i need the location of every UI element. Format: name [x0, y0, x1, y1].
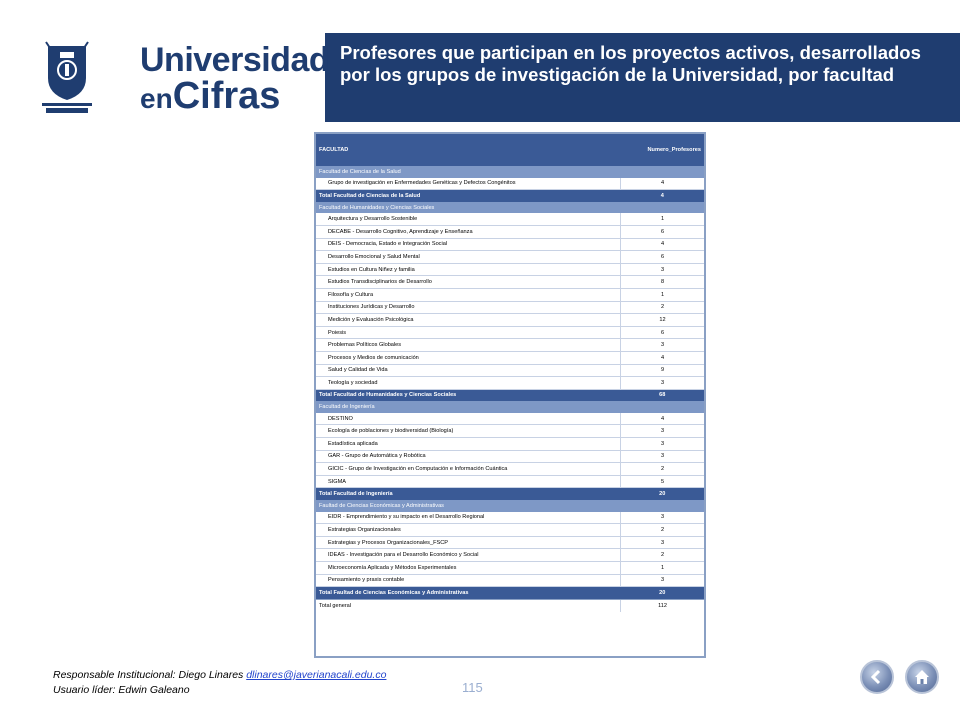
table-row — [316, 364, 704, 377]
table-row-label: Pensamiento y praxis contable — [316, 574, 621, 587]
page-title: Profesores que participan en los proyectos activos, desarrollados por los grupos de investigación de la Universidad, por facultad — [340, 42, 921, 85]
table-row-value: 4 — [621, 238, 704, 251]
table-row — [316, 263, 704, 276]
table-row-label: Arquitectura y Desarrollo Sostenible — [316, 213, 621, 225]
table-row — [316, 524, 704, 537]
table-row-label: EIDR - Emprendimiento y su impacto en el Desarrollo Regional — [316, 512, 621, 524]
table-row-value: 3 — [621, 574, 704, 587]
grand-total-row-label: Total general — [316, 599, 621, 612]
leader-line: Usuario líder: Edwin Galeano — [53, 684, 190, 696]
faculty-row — [316, 202, 704, 214]
table-row-label: Poiesis — [316, 326, 621, 339]
table-row-label: Medición y Evaluación Psicológica — [316, 314, 621, 327]
table-row-value: 1 — [621, 288, 704, 301]
responsible-email-link[interactable]: dlinares@javerianacali.edu.co — [246, 669, 387, 681]
faculty-total-row — [316, 389, 704, 401]
table-row-label: Ecología de poblaciones y biodiversidad (Biología) — [316, 425, 621, 438]
faculty-total-row-label: Total Facultad de Ingeniería — [316, 488, 621, 500]
faculty-total-row-label: Total Faultad de Ciencias Económicas y Administrativas — [316, 587, 621, 600]
table-row-label: SIGMA — [316, 475, 621, 488]
table-row-value: 2 — [621, 301, 704, 314]
responsible-line — [53, 668, 386, 683]
faculty-row — [316, 401, 704, 413]
professors-table — [316, 134, 704, 612]
table-row — [316, 425, 704, 438]
header-count: Numero_Profesores — [621, 134, 704, 166]
table-row-value: 12 — [621, 314, 704, 327]
table-row-value: 9 — [621, 364, 704, 377]
table-row-value: 5 — [621, 475, 704, 488]
table-row-label: Microeconomía Aplicada y Métodos Experimentales — [316, 562, 621, 575]
faculty-row-value — [621, 500, 704, 512]
table-row — [316, 213, 704, 225]
table-row-label: Teología y sociedad — [316, 377, 621, 390]
faculty-row-label: Facultad de Ingeniería — [316, 401, 621, 413]
faculty-row-value — [621, 401, 704, 413]
table-row-value: 1 — [621, 562, 704, 575]
table-row — [316, 288, 704, 301]
faculty-row — [316, 166, 704, 178]
table-row-value: 2 — [621, 524, 704, 537]
grand-total-row — [316, 599, 704, 612]
table-row-label: Estrategias y Procesos Organizacionales_FSCP — [316, 536, 621, 549]
table-row — [316, 549, 704, 562]
table-row-label: Estadística aplicada — [316, 438, 621, 451]
back-button[interactable] — [860, 660, 894, 694]
table-row-label: DESTINO — [316, 413, 621, 425]
table-row-label: GICIC - Grupo de Investigación en Computación e Información Cuántica — [316, 463, 621, 476]
table-row-value: 3 — [621, 263, 704, 276]
table-row — [316, 438, 704, 451]
faculty-total-row-value: 68 — [621, 389, 704, 401]
table-header-row — [316, 134, 704, 166]
back-arrow-icon — [868, 668, 886, 686]
table-row-label: Estudios Transdisciplinarios de Desarrollo — [316, 276, 621, 289]
table-row — [316, 450, 704, 463]
table-row-value: 6 — [621, 326, 704, 339]
table-row — [316, 413, 704, 425]
table-row-label: Procesos y Medios de comunicación — [316, 351, 621, 364]
table-row-label: Filosofía y Cultura — [316, 288, 621, 301]
table-row-label: Instituciones Jurídicas y Desarrollo — [316, 301, 621, 314]
table-row — [316, 251, 704, 264]
table-row-value: 3 — [621, 377, 704, 390]
header-faculty: FACULTAD — [316, 134, 621, 166]
table-row-value: 8 — [621, 276, 704, 289]
table-row-label: GAR - Grupo de Automática y Robótica — [316, 450, 621, 463]
brand-line1: Universidad — [140, 41, 330, 79]
faculty-row-label: Facultad de Humanidades y Ciencias Sociales — [316, 202, 621, 214]
faculty-total-row — [316, 488, 704, 500]
table-row — [316, 536, 704, 549]
table-row — [316, 475, 704, 488]
table-row-value: 1 — [621, 213, 704, 225]
table-row-label: DECABE - Desarrollo Cognitivo, Aprendizaje y Enseñanza — [316, 225, 621, 238]
table-row-value: 3 — [621, 339, 704, 352]
home-icon — [913, 668, 931, 686]
faculty-total-row-label: Total Facultad de Humanidades y Ciencias Sociales — [316, 389, 621, 401]
table-row — [316, 351, 704, 364]
table-row-value: 4 — [621, 413, 704, 425]
table-row — [316, 314, 704, 327]
table-row-value: 6 — [621, 251, 704, 264]
table-row — [316, 326, 704, 339]
table-row-value: 3 — [621, 512, 704, 524]
table-row — [316, 463, 704, 476]
table-row-label: Problemas Políticos Globales — [316, 339, 621, 352]
faculty-row — [316, 500, 704, 512]
faculty-row-label: Facultad de Ciencias de la Salud — [316, 166, 621, 178]
table-row-value: 6 — [621, 225, 704, 238]
table-row — [316, 377, 704, 390]
university-crest-logo — [36, 40, 98, 116]
table-row — [316, 238, 704, 251]
faculty-row-value — [621, 166, 704, 178]
faculty-total-row-label: Total Facultad de Ciencias de la Salud — [316, 190, 621, 202]
table-row — [316, 339, 704, 352]
table-row-label: Salud y Calidad de Vida — [316, 364, 621, 377]
faculty-total-row-value: 20 — [621, 488, 704, 500]
brand-line2 — [140, 76, 329, 119]
home-button[interactable] — [905, 660, 939, 694]
footer-credits — [53, 668, 386, 698]
table-row-value: 3 — [621, 425, 704, 438]
table-row — [316, 178, 704, 190]
table-row-label: IDEAS - Investigación para el Desarrollo Económico y Social — [316, 549, 621, 562]
table-row — [316, 301, 704, 314]
table-row-label: DEIS - Democracia, Estado e Integración Social — [316, 238, 621, 251]
table-row-label: Grupo de investigación en Enfermedades Genéticas y Defectos Congénitos — [316, 178, 621, 190]
faculty-total-row-value: 20 — [621, 587, 704, 600]
table-row-value: 2 — [621, 549, 704, 562]
faculty-total-row — [316, 587, 704, 600]
table-row — [316, 574, 704, 587]
table-row-label: Estudios en Cultura Niñez y familia — [316, 263, 621, 276]
data-table-container — [314, 132, 706, 658]
page-number: 115 — [462, 680, 483, 695]
faculty-row-value — [621, 202, 704, 214]
table-row-value: 3 — [621, 450, 704, 463]
faculty-total-row-value: 4 — [621, 190, 704, 202]
brand-main: Cifras — [172, 75, 281, 117]
faculty-total-row — [316, 190, 704, 202]
table-row-value: 4 — [621, 351, 704, 364]
brand-wordmark — [140, 42, 329, 119]
table-row — [316, 562, 704, 575]
grand-total-row-value: 112 — [621, 599, 704, 612]
responsible-text: Responsable Institucional: Diego Linares — [53, 669, 247, 681]
table-row — [316, 276, 704, 289]
table-row-value: 3 — [621, 438, 704, 451]
table-row-label: Desarrollo Emocional y Salud Mental — [316, 251, 621, 264]
table-row-label: Estrategias Organizacionales — [316, 524, 621, 537]
table-row-value: 3 — [621, 536, 704, 549]
faculty-row-label: Faultad de Ciencias Económicas y Administrativas — [316, 500, 621, 512]
table-row — [316, 512, 704, 524]
table-row-value: 4 — [621, 178, 704, 190]
table-row — [316, 225, 704, 238]
table-row-value: 2 — [621, 463, 704, 476]
brand-prefix: en — [140, 83, 173, 114]
table-body — [316, 134, 704, 612]
